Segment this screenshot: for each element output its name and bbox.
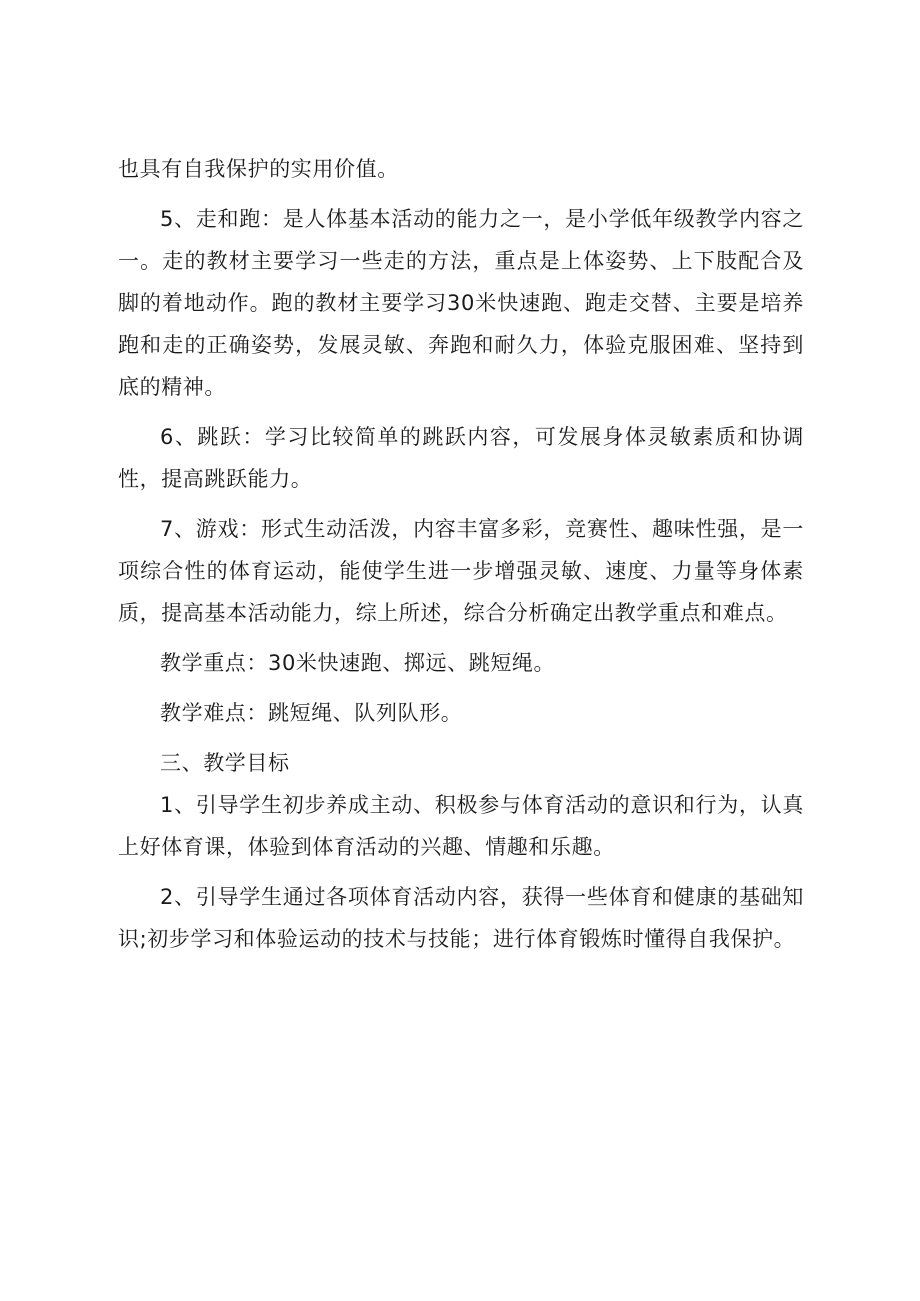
item-7-paragraph: 7、游戏：形式生动活泼，内容丰富多彩，竞赛性、趣味性强，是一项综合性的体育运动，能使学生进一步增强灵敏、速度、力量等身体素质，提高基本活动能力，综上所述，综合分析确定出教学重点和难点。 — [118, 517, 804, 625]
section-heading: 三、教学目标 — [160, 751, 290, 775]
goal-1-paragraph: 1、引导学生初步养成主动、积极参与体育活动的意识和行为，认真上好体育课，体验到体育活动的兴趣、情趣和乐趣。 — [118, 793, 804, 859]
item-6-paragraph: 6、跳跃：学习比较简单的跳跃内容，可发展身体灵敏素质和协调性，提高跳跃能力。 — [118, 425, 804, 491]
difficulties-paragraph: 教学难点：跳短绳、队列队形。 — [160, 701, 463, 725]
item-5-paragraph: 5、走和跑：是人体基本活动的能力之一，是小学低年级教学内容之一。走的教材主要学习一些走的方法，重点是上体姿势、上下肢配合及脚的着地动作。跑的教材主要学习30米快速跑、跑走交替、主要是培养跑和走的正确姿势，发展灵敏、奔跑和耐久力，体验克服困难、坚持到底的精神。 — [118, 207, 804, 399]
key-points-paragraph: 教学重点：30米快速跑、掷远、跳短绳。 — [160, 651, 556, 675]
document-body — [118, 148, 804, 960]
goal-2-paragraph: 2、引导学生通过各项体育活动内容，获得一些体育和健康的基础知识;初步学习和体验运动的技术与技能；进行体育锻炼时懂得自我保护。 — [118, 885, 804, 951]
continuation-paragraph: 也具有自我保护的实用价值。 — [118, 157, 399, 181]
